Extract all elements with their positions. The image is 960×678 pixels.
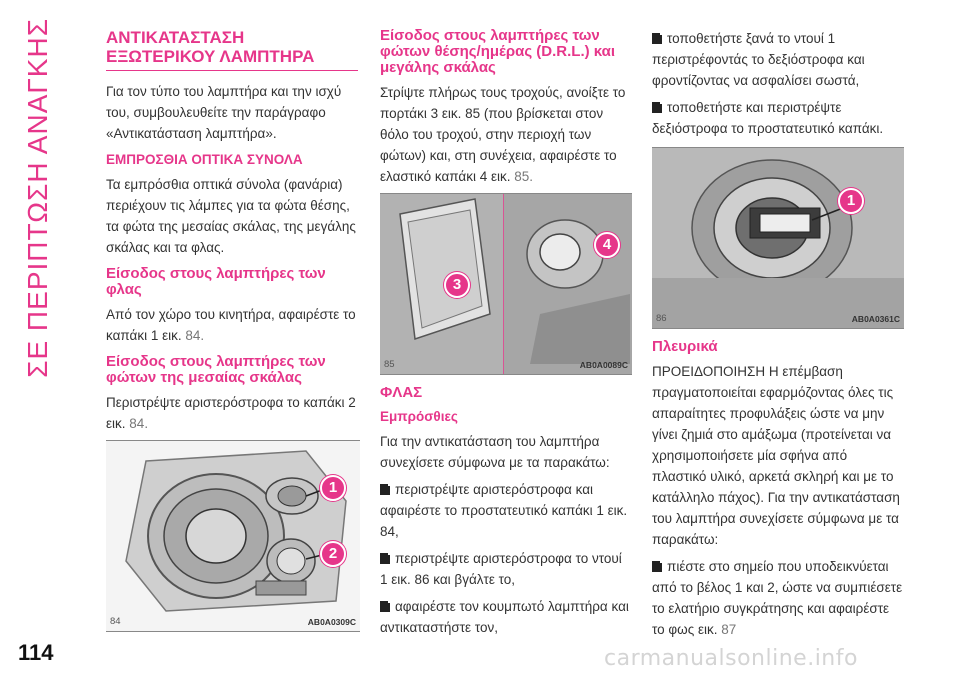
figure-code: AB0A0309C bbox=[307, 617, 356, 627]
callout-3: 3 bbox=[444, 272, 470, 298]
callout-1: 1 bbox=[320, 475, 346, 501]
figure-number: 84 bbox=[110, 616, 121, 627]
access-dipped-heading: Είσοδος στους λαμπτήρες των φώτων της μεσαίας σκάλας bbox=[106, 353, 326, 386]
flash-heading: ΦΛΑΣ bbox=[380, 384, 423, 401]
step-item: αφαιρέστε τον κουμπωτό λαμπτήρα και αντικαταστήστε τον, bbox=[380, 599, 629, 635]
checkbox-bullet-icon bbox=[380, 601, 390, 612]
checkbox-bullet-icon bbox=[652, 561, 662, 572]
access-position-text: Στρίψτε πλήρως τους τροχούς, ανοίξτε το πορτάκι 3 εικ. 85 (που βρίσκεται στον θόλο του τροχού, στην περιοχή των φώτων) και, στη συνέχεια, αφαιρέστε το ελαστικό καπάκι 4 εικ. 85. bbox=[380, 85, 626, 184]
column-3 bbox=[652, 28, 904, 646]
access-flash-heading: Είσοδος στους λαμπτήρες των φλας bbox=[106, 265, 326, 298]
figure-84 bbox=[106, 440, 360, 632]
section-side-title: ΣΕ ΠΕΡΙΠΤΩΣΗ ΑΝΑΓΚΗΣ bbox=[22, 18, 53, 378]
step-item: πιέστε στο σημείο που υποδεικνύεται από το βέλος 1 και 2, ώστε να συμπιέσετε το ελατήριο συγκράτησης και αφαιρέστε το φως εικ. 87 bbox=[652, 559, 903, 637]
front-heading: ΕΜΠΡΟΣΘΙΑ ΟΠΤΙΚΑ ΣΥΝΟΛΑ bbox=[106, 152, 303, 167]
step-item: τοποθετήστε και περιστρέψτε δεξιόστροφα το προστατευτικό καπάκι. bbox=[652, 100, 884, 136]
page-number: 114 bbox=[18, 640, 54, 665]
access-dipped-text: Περιστρέψτε αριστερόστροφα το καπάκι 2 εικ. 84. bbox=[106, 395, 356, 431]
intro-text: Για τον τύπο του λαμπτήρα και την ισχύ του, συμβουλευθείτε την παράγραφο «Αντικατάσταση λαμπτήρα». bbox=[106, 84, 342, 141]
step-item: περιστρέψτε αριστερόστροφα και αφαιρέστε το προστατευτικό καπάκι 1 εικ. 84, bbox=[380, 482, 628, 539]
side-lights-heading: Πλευρικά bbox=[652, 338, 718, 355]
figure-code: AB0A0361C bbox=[851, 314, 900, 324]
figure-number: 86 bbox=[656, 313, 667, 324]
callout-4: 4 bbox=[594, 232, 620, 258]
checkbox-bullet-icon bbox=[380, 553, 390, 564]
callout-1: 1 bbox=[838, 188, 864, 214]
side-lights-text: ΠΡΟΕΙΔΟΠΟΙΗΣΗ Η επέμβαση πραγματοποιείται εφαρμόζοντας όλες τις απαραίτητες προφυλάξεις ώστε να μην γίνει ζημιά στο αμάξωμα (προτείνεται να χρησιμοποιήσετε μία σφήνα από πλαστικό υλικό, αρκετά σκληρή και με το κατάλληλο πάχος). Για την αντικατάσταση του λαμπτήρα συνεχίσετε σύμφωνα με τα παρακάτω: bbox=[652, 364, 900, 547]
wheel-arch-illustration bbox=[380, 194, 632, 374]
figure-number: 85 bbox=[384, 359, 395, 370]
checkbox-bullet-icon bbox=[652, 102, 662, 113]
access-flash-text: Από τον χώρο του κινητήρα, αφαιρέστε το καπάκι 1 εικ. 84. bbox=[106, 307, 356, 343]
figure-86 bbox=[652, 147, 904, 329]
headlamp-rear-illustration bbox=[106, 441, 360, 631]
access-position-heading: Είσοδος στους λαμπτήρες των φώτων θέσης/ημέρας (D.R.L.) και μεγάλης σκάλας bbox=[380, 27, 616, 76]
checkbox-bullet-icon bbox=[380, 484, 390, 495]
front-flash-intro: Για την αντικατάσταση του λαμπτήρα συνεχίσετε σύμφωνα με τα παρακάτω: bbox=[380, 434, 610, 470]
checkbox-bullet-icon bbox=[652, 33, 662, 44]
front-text: Τα εμπρόσθια οπτικά σύνολα (φανάρια) περιέχουν τις λάμπες για τα φώτα θέσης, τα φώτα της μεσαίας σκάλας, της μεγάλης σκάλας και τα φλας. bbox=[106, 177, 356, 255]
figure-code: AB0A0089C bbox=[579, 360, 628, 370]
front-flash-heading: Εμπρόσθιες bbox=[380, 409, 458, 424]
column-2 bbox=[380, 28, 632, 644]
main-heading: ΑΝΤΙΚΑΤΑΣΤΑΣΗ ΕΞΩΤΕΡΙΚΟΥ ΛΑΜΠΤΗΡΑ bbox=[106, 28, 358, 71]
figure-85 bbox=[380, 193, 632, 375]
column-1 bbox=[106, 28, 358, 440]
callout-2: 2 bbox=[320, 541, 346, 567]
step-item: τοποθετήστε ξανά το ντουί 1 περιστρέφοντάς το δεξιόστροφα και φροντίζοντας να ασφαλίσει σωστά, bbox=[652, 31, 865, 88]
watermark-url: carmanualsonline.info bbox=[604, 646, 858, 671]
step-item: περιστρέψτε αριστερόστροφα το ντουί 1 εικ. 86 και βγάλτε το, bbox=[380, 551, 622, 587]
bulb-socket-illustration bbox=[652, 148, 904, 328]
